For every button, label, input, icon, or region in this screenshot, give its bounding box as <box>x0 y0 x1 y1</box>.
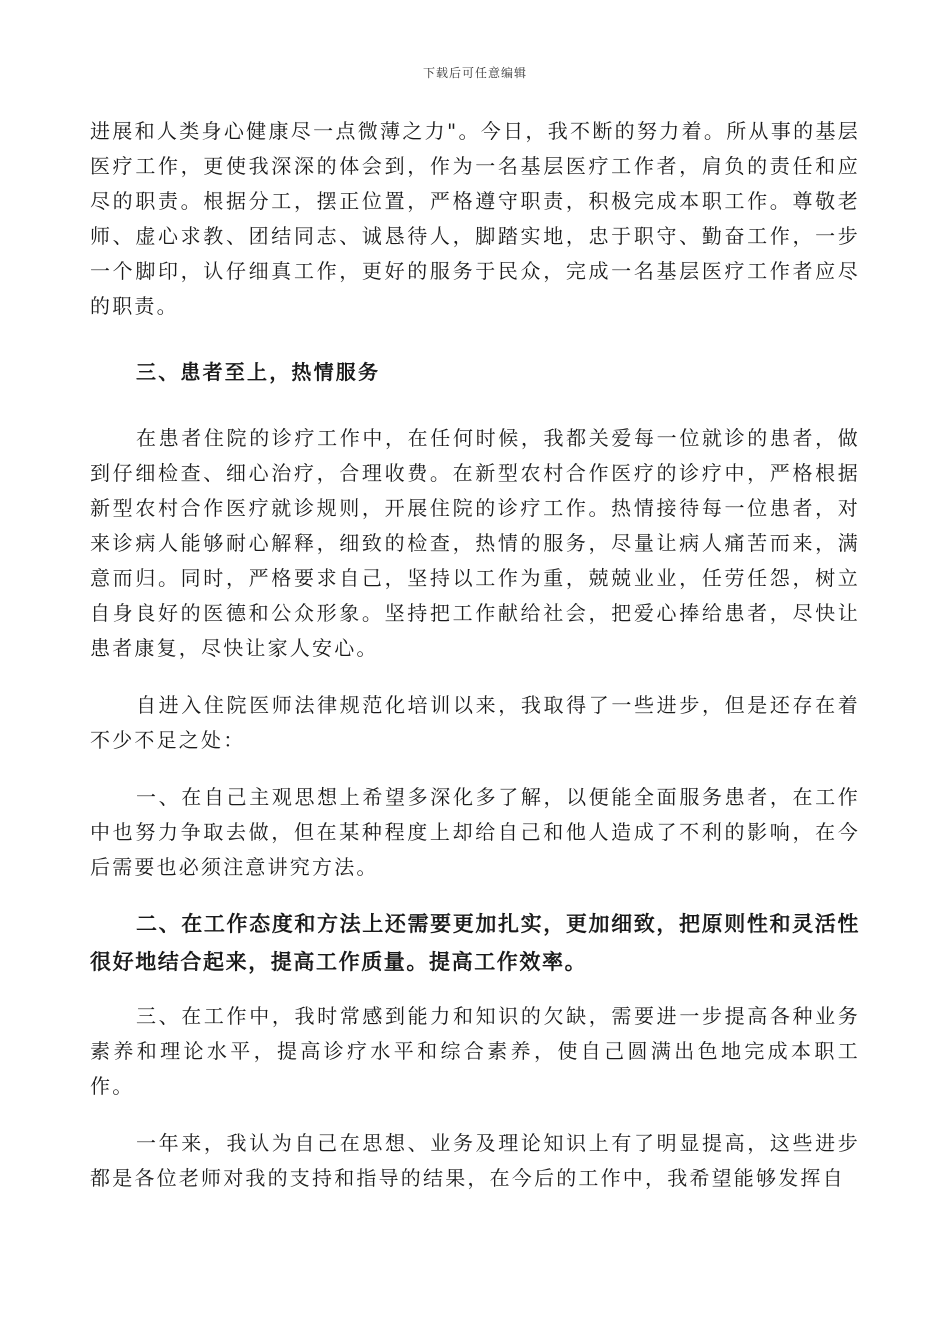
paragraph-year-summary: 一年来，我认为自己在思想、业务及理论知识上有了明显提高，这些进步都是各位老师对我的支持和指导的结果，在今后的工作中，我希望能够发挥自 <box>90 1131 860 1190</box>
paragraph-shortcoming-three: 三、在工作中，我时常感到能力和知识的欠缺，需要进一步提高各种业务素养和理论水平，提高诊疗水平和综合素养，使自己圆满出色地完成本职工作。 <box>90 1004 860 1098</box>
paragraph-shortcoming-two: 二、在工作态度和方法上还需要更加扎实，更加细致，把原则性和灵活性很好地结合起来，提高工作质量。提高工作效率。 <box>90 911 860 974</box>
paragraph-shortcomings-intro: 自进入住院医师法律规范化培训以来，我取得了一些进步，但是还存在着不少不足之处： <box>90 693 860 752</box>
paragraph-shortcoming-one: 一、在自己主观思想上希望多深化多了解，以便能全面服务患者，在工作中也努力争取去做，但在某种程度上却给自己和他人造成了不利的影响，在今后需要也必须注意讲究方法。 <box>90 785 860 879</box>
document-body <box>90 114 860 1196</box>
section-heading-patients-first: 三、患者至上，热情服务 <box>136 360 381 384</box>
paragraph-patient-care: 在患者住院的诊疗工作中，在任何时候，我都关爱每一位就诊的患者，做到仔细检查、细心治疗，合理收费。在新型农村合作医疗的诊疗中，严格根据新型农村合作医疗就诊规则，开展住院的诊疗工作。热情接待每一位患者，对来诊病人能够耐心解释，细致的检查，热情的服务，尽量让病人痛苦而来，满意而归。同时，严格要求自己，坚持以工作为重，兢兢业业，任劳任怨，树立自身良好的医德和公众形象。坚持把工作献给社会，把爱心捧给患者，尽快让患者康复，尽快让家人安心。 <box>90 426 860 660</box>
paragraph-continuation: 进展和人类身心健康尽一点微薄之力"。今日，我不断的努力着。所从事的基层医疗工作，更使我深深的体会到，作为一名基层医疗工作者，肩负的责任和应尽的职责。根据分工，摆正位置，严格遵守职责，积极完成本职工作。尊敬老师、虚心求教、团结同志、诚恳待人，脚踏实地，忠于职守、勤奋工作，一步一个脚印，认仔细真工作，更好的服务于民众，完成一名基层医疗工作者应尽的职责。 <box>90 119 860 318</box>
header-note: 下载后可任意编辑 <box>422 66 527 80</box>
